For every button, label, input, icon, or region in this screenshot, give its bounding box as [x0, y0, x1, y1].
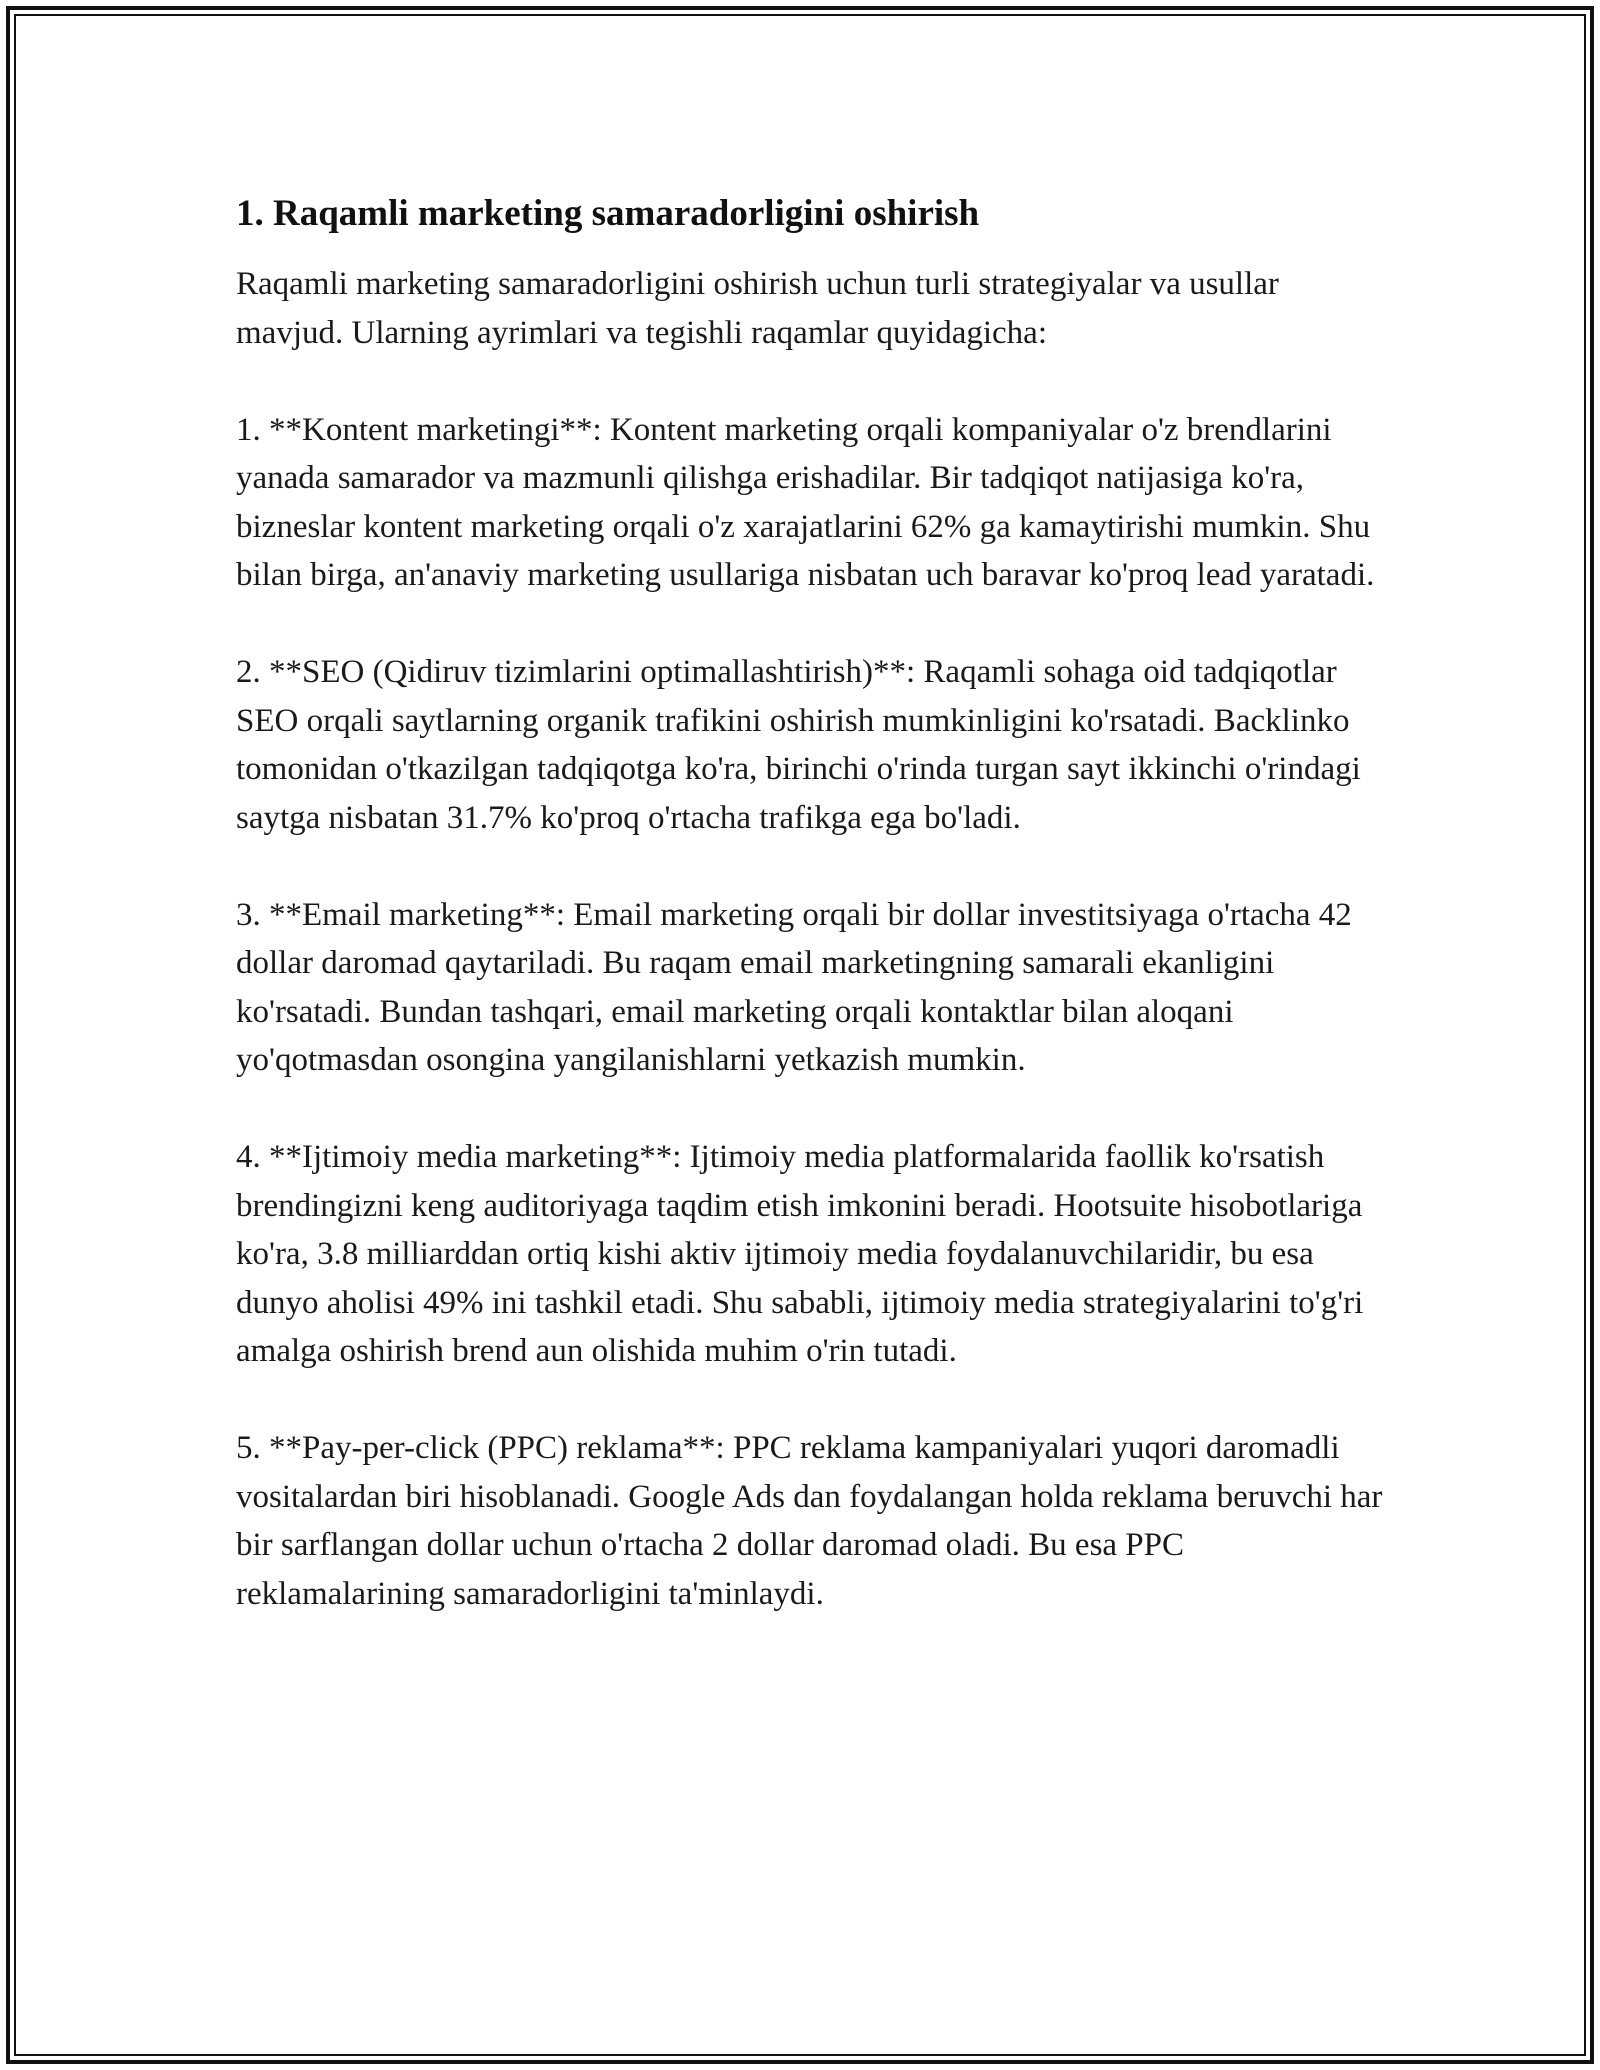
paragraph-social-media: 4. **Ijtimoiy media marketing**: Ijtimoiy media platformalarida faollik ko'rsatish brendingizni keng auditoriyaga taqdim etish imkonini beradi. Hootsuite hisobotlariga ko'ra, 3.8 milliarddan ortiq kishi aktiv ijtimoiy media foydalanuvchilaridir, bu esa dunyo aholisi 49% ini tashkil etadi. Shu sababli, ijtimoiy media strategiyalarini to'g'ri amalga oshirish brend aun olishida muhim o'rin tutadi. [236, 1139, 1364, 1369]
paragraph-ppc: 5. **Pay-per-click (PPC) reklama**: PPC reklama kampaniyalari yuqori daromadli vositalardan biri hisoblanadi. Google Ads dan foydalangan holda reklama beruvchi har bir sarflangan dollar uchun o'rtacha 2 dollar daromad oladi. Bu esa PPC reklamalarining samaradorligini ta'minlaydi. [236, 1430, 1383, 1612]
paragraph-seo: 2. **SEO (Qidiruv tizimlarini optimallashtirish)**: Raqamli sohaga oid tadqiqotlar SEO orqali saytlarning organik trafikini oshirish mumkinligini ko'rsatadi. Backlinko tomonidan o'tkazilgan tadqiqotga ko'ra, birinchi o'rinda turgan sayt ikkinchi o'rindagi saytga nisbatan 31.7% ko'proq o'rtacha trafikga ega bo'ladi. [236, 654, 1361, 836]
paragraph-content-marketing: 1. **Kontent marketingi**: Kontent marketing orqali kompaniyalar o'z brendlarini yanada samarador va mazmunli qilishga erishadilar. Bir tadqiqot natijasiga ko'ra, bizneslar kontent marketing orqali o'z xarajatlarini 62% ga kamaytirishi mumkin. Shu bilan birga, an'anaviy marketing usullariga nisbatan uch baravar ko'proq lead yaratadi. [236, 411, 1375, 593]
paragraph-email-marketing: 3. **Email marketing**: Email marketing orqali bir dollar investitsiyaga o'rtacha 42 dollar daromad qaytariladi. Bu raqam email marketingning samarali ekanligini ko'rsatadi. Bundan tashqari, email marketing orqali kontaktlar bilan aloqani yo'qotmasdan osongina yangilanishlarni yetkazish mumkin. [236, 896, 1352, 1078]
document-title: 1. Raqamli marketing samaradorligini oshirish [236, 193, 980, 234]
intro-paragraph: Raqamli marketing samaradorligini oshirish uchun turli strategiyalar va usullar mavjud. Ularning ayrimlari va tegishli raqamlar quyidagicha: [236, 266, 1279, 351]
document-body [236, 190, 1386, 1667]
